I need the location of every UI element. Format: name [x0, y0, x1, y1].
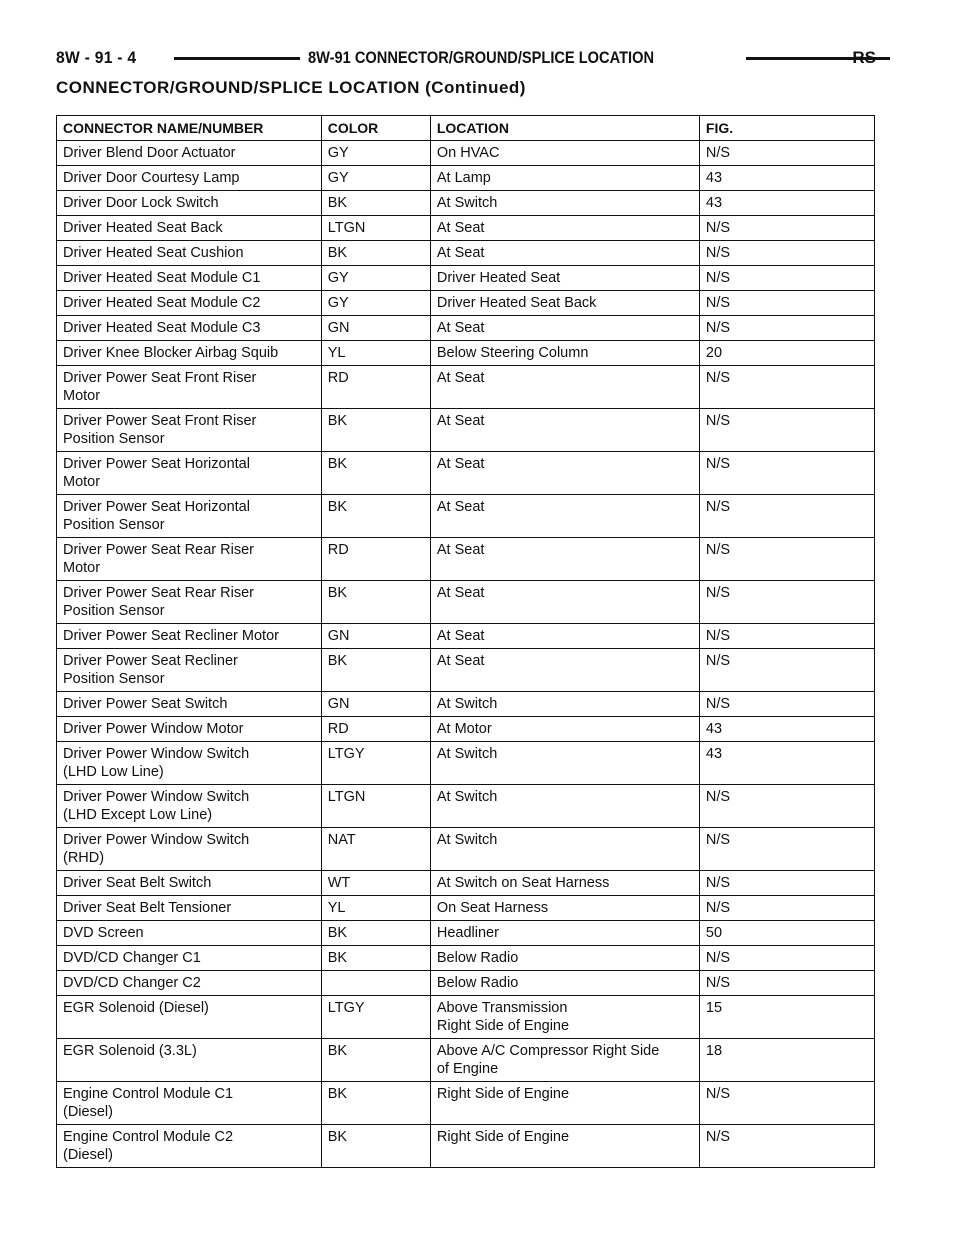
cell-fig: N/S — [699, 692, 874, 717]
header-rule-left — [174, 57, 300, 60]
table-row — [57, 366, 875, 409]
cell-fig: 20 — [699, 341, 874, 366]
cell-connector-name — [57, 717, 322, 742]
cell-color: LTGY — [321, 742, 430, 785]
cell-fig: N/S — [699, 141, 874, 166]
cell-location — [430, 241, 699, 266]
cell-location — [430, 452, 699, 495]
cell-connector-name-line: Engine Control Module C2 — [63, 1129, 234, 1145]
cell-location-line: Below Radio — [436, 950, 519, 966]
cell-connector-name — [57, 495, 322, 538]
cell-color: BK — [321, 581, 430, 624]
table-row — [57, 717, 875, 742]
cell-fig: N/S — [699, 266, 874, 291]
cell-connector-name-line: Motor — [63, 474, 101, 490]
cell-connector-name — [57, 896, 322, 921]
table-row — [57, 785, 875, 828]
cell-connector-name — [57, 1082, 322, 1125]
cell-connector-name-line: Position Sensor — [63, 603, 165, 619]
table-header-row — [57, 116, 875, 141]
model-code: RS — [852, 48, 876, 67]
cell-fig: N/S — [699, 971, 874, 996]
cell-fig: N/S — [699, 946, 874, 971]
cell-color: RD — [321, 538, 430, 581]
cell-connector-name-line: Driver Door Lock Switch — [63, 195, 219, 211]
cell-location-line: Right Side of Engine — [436, 1086, 570, 1102]
cell-location — [430, 1082, 699, 1125]
cell-connector-name — [57, 581, 322, 624]
cell-location — [430, 896, 699, 921]
cell-connector-name-line: Driver Power Seat Switch — [63, 696, 228, 712]
cell-location — [430, 828, 699, 871]
cell-connector-name — [57, 1039, 322, 1082]
table-row — [57, 316, 875, 341]
cell-location — [430, 717, 699, 742]
table-row — [57, 341, 875, 366]
cell-connector-name-line: Driver Power Window Motor — [63, 721, 244, 737]
cell-color: YL — [321, 341, 430, 366]
cell-connector-name-line: Driver Heated Seat Module C2 — [63, 295, 261, 311]
cell-color: BK — [321, 1125, 430, 1168]
cell-connector-name-line: DVD/CD Changer C1 — [63, 950, 201, 966]
table-body — [57, 141, 875, 1168]
cell-connector-name — [57, 871, 322, 896]
cell-fig: 43 — [699, 742, 874, 785]
cell-color: BK — [321, 241, 430, 266]
cell-location-line: At Seat — [436, 585, 485, 601]
cell-color: BK — [321, 191, 430, 216]
cell-connector-name-line: (Diesel) — [63, 1147, 113, 1163]
column-header-fig: FIG. — [699, 116, 874, 141]
cell-location-line: On HVAC — [436, 145, 500, 161]
cell-connector-name — [57, 785, 322, 828]
cell-location — [430, 742, 699, 785]
cell-connector-name-line: EGR Solenoid (Diesel) — [63, 1000, 209, 1016]
cell-color — [321, 971, 430, 996]
cell-color: GY — [321, 141, 430, 166]
cell-connector-name-line: Position Sensor — [63, 671, 165, 687]
page-number: 8W - 91 - 4 — [56, 48, 137, 67]
cell-fig: 15 — [699, 996, 874, 1039]
cell-color: BK — [321, 946, 430, 971]
cell-location — [430, 409, 699, 452]
cell-connector-name-line: Driver Power Window Switch — [63, 789, 250, 805]
cell-color: BK — [321, 1082, 430, 1125]
cell-connector-name — [57, 649, 322, 692]
cell-connector-name — [57, 624, 322, 649]
table-row — [57, 649, 875, 692]
chapter-title: 8W-91 CONNECTOR/GROUND/SPLICE LOCATION — [308, 48, 655, 67]
cell-connector-name-line: Driver Heated Seat Module C1 — [63, 270, 261, 286]
cell-location — [430, 1039, 699, 1082]
cell-connector-name — [57, 971, 322, 996]
cell-connector-name-line: Driver Power Seat Horizontal — [63, 499, 250, 515]
cell-fig: N/S — [699, 649, 874, 692]
cell-location-line: On Seat Harness — [436, 900, 549, 916]
table-row — [57, 495, 875, 538]
cell-location-line: At Seat — [436, 499, 485, 515]
cell-location-line: Driver Heated Seat — [436, 270, 561, 286]
cell-connector-name — [57, 692, 322, 717]
cell-location-line: Right Side of Engine — [436, 1018, 570, 1034]
cell-connector-name-line: Driver Blend Door Actuator — [63, 145, 236, 161]
cell-connector-name — [57, 409, 322, 452]
cell-fig: N/S — [699, 828, 874, 871]
table-row — [57, 166, 875, 191]
cell-location-line: At Switch on Seat Harness — [436, 875, 610, 891]
cell-connector-name-line: Engine Control Module C1 — [63, 1086, 234, 1102]
cell-location — [430, 538, 699, 581]
cell-location — [430, 266, 699, 291]
cell-location-line: Right Side of Engine — [436, 1129, 570, 1145]
cell-color: NAT — [321, 828, 430, 871]
cell-location-line: At Seat — [436, 370, 485, 386]
column-header-name: CONNECTOR NAME/NUMBER — [57, 116, 322, 141]
table-row — [57, 871, 875, 896]
table-row — [57, 581, 875, 624]
cell-connector-name-line: Driver Seat Belt Switch — [63, 875, 212, 891]
table-row — [57, 291, 875, 316]
cell-location — [430, 216, 699, 241]
cell-connector-name-line: Driver Power Window Switch — [63, 832, 250, 848]
cell-connector-name-line: Motor — [63, 560, 101, 576]
cell-location-line: At Switch — [436, 789, 498, 805]
cell-location — [430, 291, 699, 316]
cell-connector-name — [57, 996, 322, 1039]
cell-connector-name — [57, 946, 322, 971]
cell-connector-name — [57, 241, 322, 266]
cell-connector-name-line: Driver Power Seat Recliner — [63, 653, 238, 669]
table-row — [57, 921, 875, 946]
cell-location-line: At Switch — [436, 696, 498, 712]
cell-fig: N/S — [699, 366, 874, 409]
cell-color: GY — [321, 166, 430, 191]
cell-location-line: Below Radio — [436, 975, 519, 991]
cell-connector-name-line: EGR Solenoid (3.3L) — [63, 1043, 197, 1059]
cell-location-line: At Seat — [436, 653, 485, 669]
cell-connector-name-line: Position Sensor — [63, 431, 165, 447]
cell-fig: 18 — [699, 1039, 874, 1082]
cell-location — [430, 316, 699, 341]
table-row — [57, 241, 875, 266]
cell-location-line: At Switch — [436, 832, 498, 848]
cell-connector-name-line: Driver Heated Seat Module C3 — [63, 320, 261, 336]
cell-connector-name — [57, 366, 322, 409]
connector-location-table — [56, 115, 875, 1168]
cell-color: BK — [321, 921, 430, 946]
cell-location-line: Above A/C Compressor Right Side — [436, 1043, 660, 1059]
table-row — [57, 1125, 875, 1168]
cell-location-line: Headliner — [436, 925, 499, 941]
cell-fig: N/S — [699, 1125, 874, 1168]
cell-location-line: At Seat — [436, 320, 485, 336]
cell-location — [430, 495, 699, 538]
cell-fig: N/S — [699, 896, 874, 921]
table-row — [57, 624, 875, 649]
cell-color: GN — [321, 316, 430, 341]
cell-location — [430, 921, 699, 946]
cell-connector-name-line: Driver Power Seat Rear Riser — [63, 542, 254, 558]
table-row — [57, 452, 875, 495]
cell-color: BK — [321, 649, 430, 692]
cell-location-line: At Seat — [436, 245, 485, 261]
table-row — [57, 828, 875, 871]
table-row — [57, 141, 875, 166]
table-row — [57, 742, 875, 785]
cell-color: BK — [321, 1039, 430, 1082]
cell-color: LTGY — [321, 996, 430, 1039]
section-title: CONNECTOR/GROUND/SPLICE LOCATION (Continued) — [56, 78, 526, 97]
cell-connector-name-line: Driver Knee Blocker Airbag Squib — [63, 345, 279, 361]
cell-connector-name-line: Driver Power Window Switch — [63, 746, 250, 762]
table-row — [57, 946, 875, 971]
cell-connector-name-line: Driver Power Seat Recliner Motor — [63, 628, 279, 644]
cell-color: RD — [321, 717, 430, 742]
table-row — [57, 191, 875, 216]
cell-location — [430, 971, 699, 996]
cell-connector-name-line: Position Sensor — [63, 517, 165, 533]
cell-fig: N/S — [699, 316, 874, 341]
cell-fig: 43 — [699, 191, 874, 216]
cell-location — [430, 946, 699, 971]
cell-fig: 43 — [699, 166, 874, 191]
cell-location-line: At Seat — [436, 542, 485, 558]
cell-connector-name — [57, 1125, 322, 1168]
cell-location — [430, 1125, 699, 1168]
cell-location — [430, 785, 699, 828]
cell-connector-name-line: DVD/CD Changer C2 — [63, 975, 201, 991]
cell-connector-name — [57, 538, 322, 581]
cell-fig: N/S — [699, 216, 874, 241]
cell-fig: N/S — [699, 241, 874, 266]
table-row — [57, 266, 875, 291]
cell-color: GY — [321, 291, 430, 316]
cell-connector-name — [57, 141, 322, 166]
cell-fig: N/S — [699, 291, 874, 316]
cell-color: BK — [321, 452, 430, 495]
cell-connector-name — [57, 341, 322, 366]
cell-location-line: Above Transmission — [436, 1000, 568, 1016]
cell-location — [430, 649, 699, 692]
cell-connector-name-line: (LHD Low Line) — [63, 764, 164, 780]
cell-color: YL — [321, 896, 430, 921]
table-row — [57, 896, 875, 921]
cell-color: LTGN — [321, 216, 430, 241]
cell-fig: N/S — [699, 452, 874, 495]
table-row — [57, 1039, 875, 1082]
cell-location — [430, 366, 699, 409]
cell-connector-name-line: Driver Power Seat Horizontal — [63, 456, 250, 472]
cell-connector-name-line: DVD Screen — [63, 925, 144, 941]
cell-location — [430, 141, 699, 166]
cell-color: LTGN — [321, 785, 430, 828]
cell-location — [430, 624, 699, 649]
cell-location-line: At Seat — [436, 456, 485, 472]
cell-connector-name-line: (LHD Except Low Line) — [63, 807, 213, 823]
cell-color: GY — [321, 266, 430, 291]
cell-location-line: At Seat — [436, 413, 485, 429]
cell-connector-name-line: Driver Heated Seat Back — [63, 220, 223, 236]
cell-connector-name — [57, 291, 322, 316]
cell-color: BK — [321, 495, 430, 538]
cell-fig: N/S — [699, 409, 874, 452]
cell-connector-name-line: Driver Power Seat Front Riser — [63, 413, 257, 429]
cell-connector-name — [57, 452, 322, 495]
cell-fig: N/S — [699, 871, 874, 896]
cell-fig: N/S — [699, 624, 874, 649]
cell-color: RD — [321, 366, 430, 409]
cell-connector-name — [57, 216, 322, 241]
cell-location — [430, 341, 699, 366]
cell-connector-name — [57, 742, 322, 785]
cell-fig: N/S — [699, 785, 874, 828]
table-row — [57, 409, 875, 452]
column-header-location: LOCATION — [430, 116, 699, 141]
cell-color: GN — [321, 624, 430, 649]
page-header — [56, 48, 876, 70]
cell-location-line: At Switch — [436, 746, 498, 762]
cell-connector-name — [57, 266, 322, 291]
table-row — [57, 538, 875, 581]
cell-fig: N/S — [699, 581, 874, 624]
cell-location-line: Below Steering Column — [436, 345, 589, 361]
cell-connector-name — [57, 828, 322, 871]
cell-color: WT — [321, 871, 430, 896]
cell-fig: 43 — [699, 717, 874, 742]
cell-location-line: At Lamp — [436, 170, 491, 186]
cell-connector-name — [57, 191, 322, 216]
cell-connector-name — [57, 316, 322, 341]
cell-location — [430, 871, 699, 896]
cell-connector-name — [57, 166, 322, 191]
cell-fig: N/S — [699, 538, 874, 581]
cell-location — [430, 996, 699, 1039]
cell-connector-name-line: (RHD) — [63, 850, 105, 866]
cell-connector-name-line: (Diesel) — [63, 1104, 113, 1120]
cell-location — [430, 191, 699, 216]
cell-connector-name-line: Driver Heated Seat Cushion — [63, 245, 244, 261]
cell-color: BK — [321, 409, 430, 452]
cell-location-line: of Engine — [436, 1061, 499, 1077]
cell-connector-name — [57, 921, 322, 946]
table-row — [57, 996, 875, 1039]
cell-connector-name-line: Driver Power Seat Rear Riser — [63, 585, 254, 601]
cell-location-line: At Seat — [436, 220, 485, 236]
cell-location-line: At Switch — [436, 195, 498, 211]
cell-connector-name-line: Driver Door Courtesy Lamp — [63, 170, 240, 186]
cell-fig: N/S — [699, 495, 874, 538]
cell-fig: N/S — [699, 1082, 874, 1125]
table-row — [57, 971, 875, 996]
table-row — [57, 692, 875, 717]
cell-connector-name-line: Motor — [63, 388, 101, 404]
cell-connector-name-line: Driver Power Seat Front Riser — [63, 370, 257, 386]
cell-location — [430, 692, 699, 717]
cell-location — [430, 166, 699, 191]
cell-location-line: At Seat — [436, 628, 485, 644]
cell-color: GN — [321, 692, 430, 717]
column-header-color: COLOR — [321, 116, 430, 141]
table-row — [57, 216, 875, 241]
cell-fig: 50 — [699, 921, 874, 946]
cell-location-line: Driver Heated Seat Back — [436, 295, 597, 311]
cell-location-line: At Motor — [436, 721, 492, 737]
table-row — [57, 1082, 875, 1125]
cell-location — [430, 581, 699, 624]
cell-connector-name-line: Driver Seat Belt Tensioner — [63, 900, 232, 916]
